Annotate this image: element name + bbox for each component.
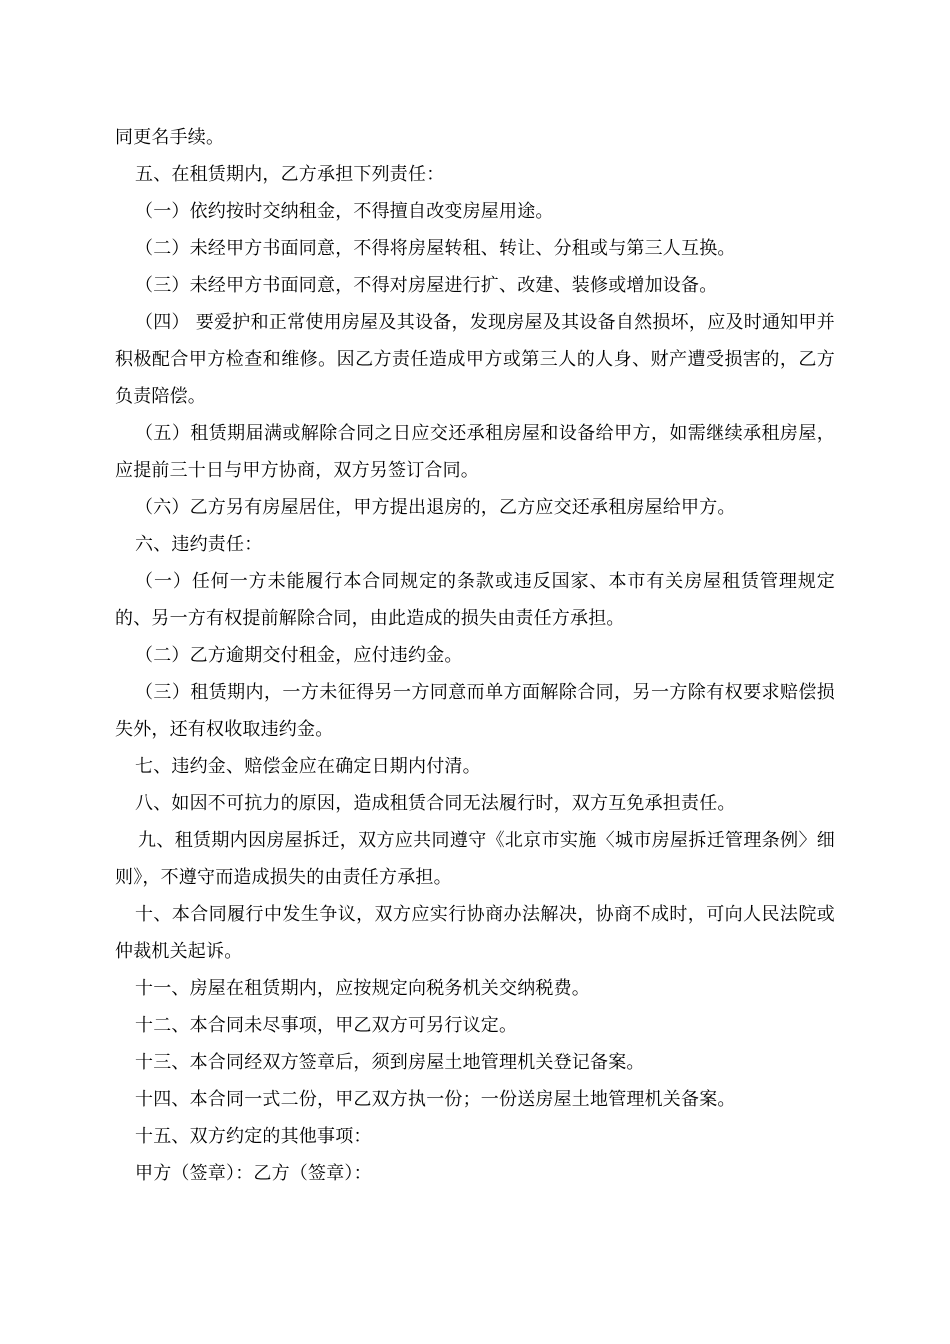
signature-line: 甲方（签章）：乙方（签章）：: [135, 1163, 372, 1184]
clause-6-heading: 六、违约责任：: [135, 534, 263, 555]
clause-6-item-1: （一）任何一方未能履行本合同规定的条款或违反国家、本市有关房屋租赁管理规定的、另一方有权提前解除合同，由此造成的损失由责任方承担。: [115, 571, 835, 629]
clause-7: 七、违约金、赔偿金应在确定日期内付清。: [135, 756, 481, 777]
clause-6-item-2: （二）乙方逾期交付租金，应付违约金。: [135, 645, 463, 666]
document-body: [115, 119, 835, 1192]
clause-5-item-3: （三）未经甲方书面同意，不得对房屋进行扩、改建、装修或增加设备。: [135, 275, 718, 296]
clause-12: 十二、本合同未尽事项，甲乙双方可另行议定。: [135, 1015, 518, 1036]
clause-13: 十三、本合同经双方签章后，须到房屋土地管理机关登记备案。: [135, 1052, 645, 1073]
clause-8: 八、如因不可抗力的原因，造成租赁合同无法履行时，双方互免承担责任。: [135, 793, 736, 814]
clause-11: 十一、房屋在租赁期内，应按规定向税务机关交纳税费。: [135, 978, 590, 999]
clause-15: 十五、双方约定的其他事项：: [135, 1126, 372, 1147]
clause-5-item-6: （六）乙方另有房屋居住，甲方提出退房的，乙方应交还承租房屋给甲方。: [135, 497, 736, 518]
clause-14: 十四、本合同一式二份，甲乙双方执一份；一份送房屋土地管理机关备案。: [135, 1089, 736, 1110]
clause-5-item-2: （二）未经甲方书面同意，不得将房屋转租、转让、分租或与第三人互换。: [135, 238, 736, 259]
clause-5-item-4: （四） 要爱护和正常使用房屋及其设备，发现房屋及其设备自然损坏，应及时通知甲并积极配合甲方检查和维修。因乙方责任造成甲方或第三人的人身、财产遭受损害的，乙方负责陪偿。: [115, 312, 835, 407]
clause-6-item-3: （三）租赁期内，一方未征得另一方同意而单方面解除合同，另一方除有权要求赔偿损失外，还有权收取违约金。: [115, 682, 835, 740]
clause-5-item-5: （五）租赁期届满或解除合同之日应交还承租房屋和设备给甲方，如需继续承租房屋，应提前三十日与甲方协商，双方另签订合同。: [115, 423, 835, 481]
clause-9: 九、租赁期内因房屋拆迁，双方应共同遵守《北京市实施〈城市房屋拆迁管理条例〉细则》，不遵守而造成损失的由责任方承担。: [115, 830, 835, 888]
paragraph-continuation: 同更名手续。: [115, 127, 225, 148]
clause-5-item-1: （一）依约按时交纳租金，不得擅自改变房屋用途。: [135, 201, 554, 222]
clause-5-heading: 五、在租赁期内，乙方承担下列责任：: [135, 164, 445, 185]
clause-10: 十、本合同履行中发生争议，双方应实行协商办法解决，协商不成时，可向人民法院或仲裁机关起诉。: [115, 904, 835, 962]
